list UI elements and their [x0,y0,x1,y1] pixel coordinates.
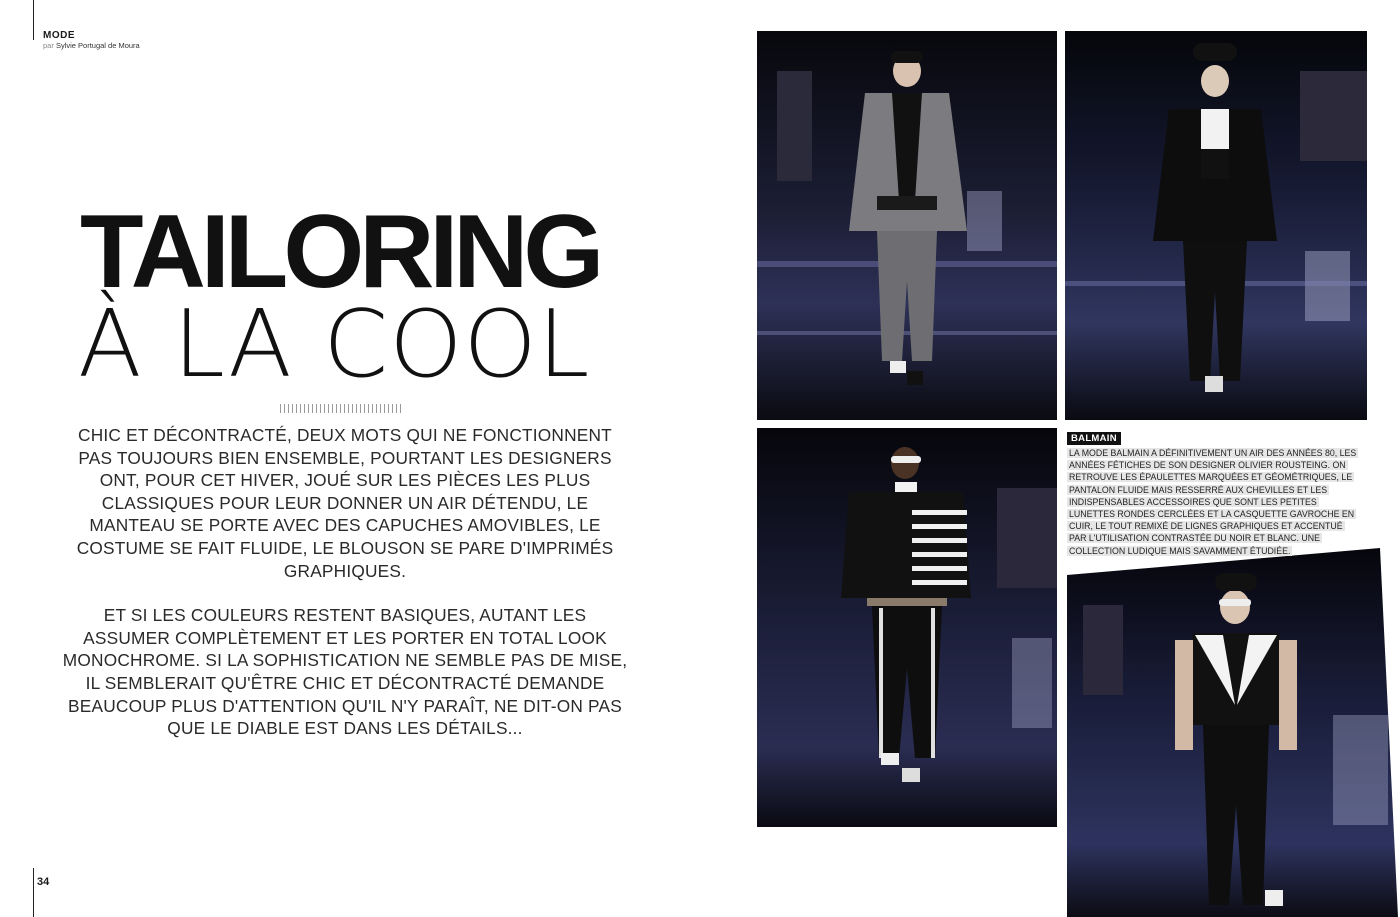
headline-line-2: À LA COOL [78,290,591,398]
byline [43,41,140,50]
runway-photo-4 [1063,545,1398,917]
top-margin-rule [33,0,34,40]
runway-photo-2 [1065,31,1367,420]
section-label: MODE [43,30,75,41]
runway-photo-1 [757,31,1057,420]
photo-caption [1067,428,1362,557]
intro-paragraph-2: ET SI LES COULEURS RESTENT BASIQUES, AUTANT LES ASSUMER COMPLÈTEMENT ET LES PORTER EN TOTAL LOOK MONOCHROME. SI LA SOPHISTICATION NE SEMBLE PAS DE MISE, IL SEMBLERAIT QU'ÊTRE CHIC ET DÉCONTRACTÉ DEMANDE BEAUCOUP PLUS D'ATTENTION QU'IL N'Y PARAÎT, NE DIT-ON PAS QUE LE DIABLE EST DANS LES DÉTAILS... [62,605,628,739]
caption-body-text: LA MODE BALMAIN A DÉFINITIVEMENT UN AIR DES ANNÉES 80, LES ANNÉES FÉTICHES DE SON DESIGNER OLIVIER ROUSTEING. ON RETROUVE LES ÉPAULETTES MARQUÉES ET GÉOMÉTRIQUES, LE PANTALON FLUIDE MAIS RESSERRÉ AUX CHEVILLES ET LES INDISPENSABLES ACCESSOIRES QUE SONT LES PETITES LUNETTES RONDES CERCLÉES ET LA CASQUETTE GAVROCHE EN CUIR, LE TOUT REMIXÉ DE LIGNES GRAPHIQUES ET ACCENTUÉ PAR L'UTILISATION CONTRASTÉE DU NOIR ET BLANC. UNE COLLECTION LUDIQUE MAIS SAVAMMENT ÉTUDIÉE. [1069,448,1357,556]
caption-brand-label: BALMAIN [1067,432,1121,445]
caption-body [1067,447,1362,557]
bottom-margin-rule [33,868,34,917]
decorative-dash-ornament [280,404,401,413]
byline-author: Sylvie Portugal de Moura [55,41,140,50]
intro-paragraph-1: CHIC ET DÉCONTRACTÉ, DEUX MOTS QUI NE FONCTIONNENT PAS TOUJOURS BIEN ENSEMBLE, POURTANT LES DESIGNERS ONT, POUR CET HIVER, JOUÉ SUR LES PIÈCES LES PLUS CLASSIQUES POUR LEUR DONNER UN AIR DÉTENDU, LE MANTEAU SE PORTE AVEC DES CAPUCHES AMOVIBLES, LE COSTUME SE FAIT FLUIDE, LE BLOUSON SE PARE D'IMPRIMÉS GRAPHIQUES. [76,425,614,581]
intro-text [62,424,628,762]
runway-photo-3 [757,428,1057,827]
page-number: 34 [37,876,50,888]
headline-line-1: TAILORING [80,194,600,310]
byline-prefix: par [43,41,54,50]
